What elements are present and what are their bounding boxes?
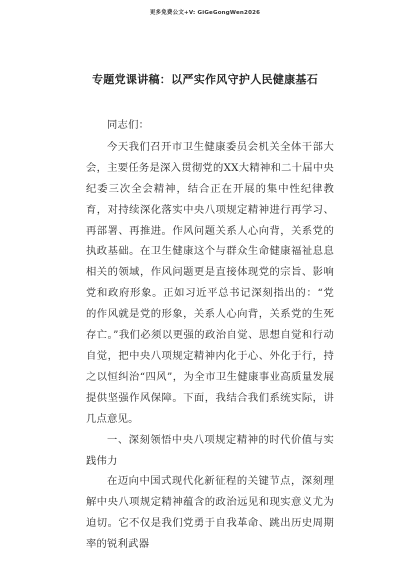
paragraph: 今天我们召开市卫生健康委员会机关全体干部大会，主要任务是深入贯彻党的XX大精神和二十届中央纪委三次全会精神，结合正在开展的集中性纪律教育，对持续深化落实中央八项规定精神进行再学习、再部署、再推进。作风问题关系人心向背，关系党的执政基础。在卫生健康这个与群众生命健康福祉息息相关的领域，作风问题更是直接体现党的宗旨、影响党和政府形象。正如习近平总书记深刻指出的：“党的作风就是党的形象，关系人心向背，关系党的生死存亡。”我们必须以更强的政治自觉、思想自觉和行动自觉，把中央八项规定精神内化于心、外化于行，持之以恒纠治“四风”，为全市卫生健康事业高质量发展提供坚强作风保障。下面，我结合我们系统实际，讲几点意见。	[86, 140, 334, 425]
section-heading: 一、深刻领悟中央八项规定精神的时代价值与实践伟力	[86, 433, 334, 467]
salutation: 同志们：	[107, 119, 150, 131]
header-note: 更多免费公文+V: GiGeGongWen2026	[149, 10, 261, 16]
document-title: 专题党课讲稿：以严实作风守护人民健康基石	[92, 73, 318, 86]
paragraph: 在迈向中国式现代化新征程的关键节点，深刻理解中央八项规定精神蕴含的政治远见和现实意义尤为迫切。它不仅是我们党勇于自我革命、跳出历史周期率的锐利武器	[86, 475, 334, 551]
document-body	[86, 115, 334, 555]
